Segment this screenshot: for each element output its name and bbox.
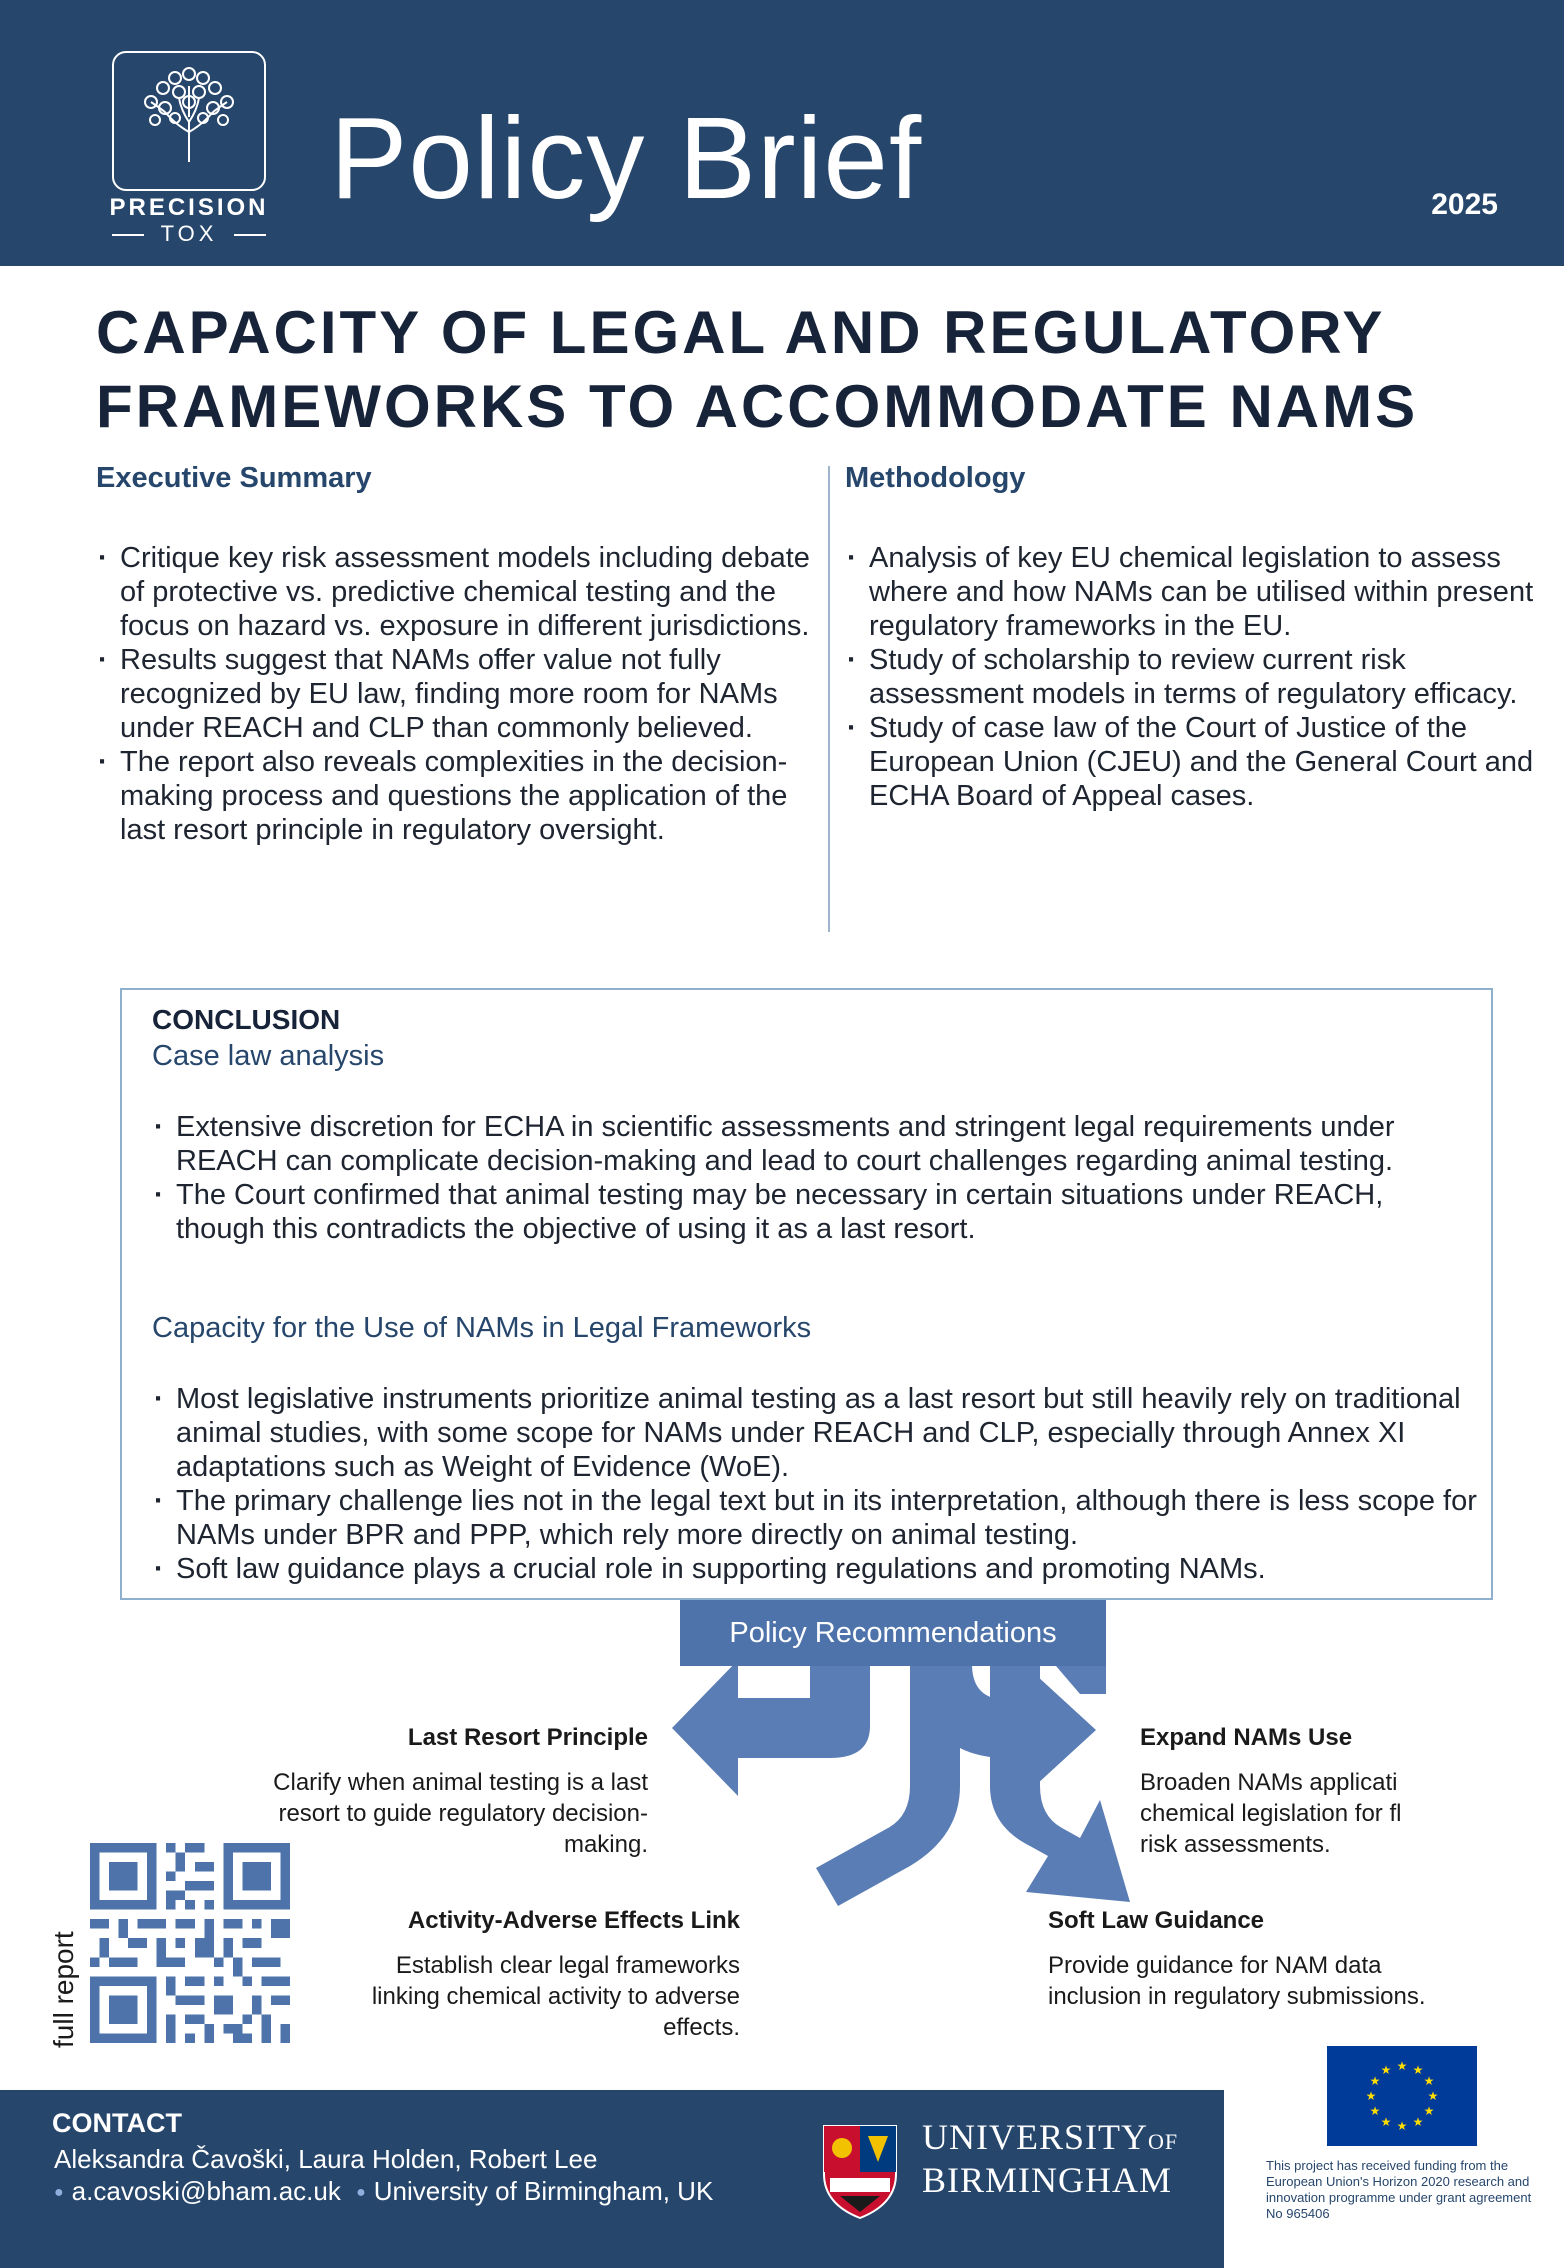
recommendation-expand-nams xyxy=(1140,1722,1414,1860)
contact-details xyxy=(54,2176,713,2207)
svg-text:★: ★ xyxy=(1412,2115,1424,2129)
svg-text:★: ★ xyxy=(1380,2115,1392,2129)
list-item: · Extensive discretion for ECHA in scientific assessments and stringent legal requirements under REACH can complicate decision-making and lead to court challenges regarding animal testing. xyxy=(152,1110,1472,1178)
svg-text:★: ★ xyxy=(1365,2089,1377,2103)
contact-names: Aleksandra Čavoški, Laura Holden, Robert Lee xyxy=(54,2144,598,2174)
university-of: OF xyxy=(1147,2129,1179,2154)
executive-summary-section xyxy=(96,462,816,847)
methodology-section xyxy=(845,462,1564,813)
eu-funding-note: This project has received funding from the European Union's Horizon 2020 research and innovation programme under grant agreement No 965406 xyxy=(1266,2158,1532,2221)
list-item: · Soft law guidance plays a crucial role in supporting regulations and promoting NAMs. xyxy=(152,1552,1482,1586)
recommendation-text: Establish clear legal frameworks linking chemical activity to adverse effects. xyxy=(371,1952,740,2041)
recommendation-text-line: risk assessments. xyxy=(1140,1831,1331,1858)
recommendation-title: Expand NAMs Use xyxy=(1140,1724,1353,1751)
list-item: · Study of case law of the Court of Justice of the European Union (CJEU) and the General Court and ECHA Board of Appeal cases. xyxy=(845,711,1564,813)
contact-affiliation: University of Birmingham, UK xyxy=(373,2176,714,2206)
list-item: · Analysis of key EU chemical legislation to assess where and how NAMs can be utilised within present regulatory frameworks in the EU. xyxy=(845,541,1564,643)
svg-text:★: ★ xyxy=(1423,2074,1435,2088)
university-logo-text xyxy=(922,2118,1178,2199)
list-item: · The Court confirmed that animal testing may be necessary in certain situations under REACH, though this contradicts the objective of using it as a last resort. xyxy=(152,1178,1472,1246)
recommendation-arrows-icon xyxy=(660,1666,1140,1906)
methodology-heading: Methodology xyxy=(845,462,1026,494)
recommendation-soft-law xyxy=(1048,1905,1428,2012)
contact-email-link[interactable]: a.cavoski@bham.ac.uk xyxy=(71,2176,341,2206)
svg-text:★: ★ xyxy=(1380,2063,1392,2077)
svg-text:★: ★ xyxy=(1369,2104,1381,2118)
list-item: · Study of scholarship to review current risk assessment models in terms of regulatory efficacy. xyxy=(845,643,1564,711)
recommendation-text: Clarify when animal testing is a last resort to guide regulatory decision-making. xyxy=(273,1769,648,1858)
header-banner xyxy=(0,0,1564,266)
svg-text:★: ★ xyxy=(1423,2104,1435,2118)
recommendation-last-resort xyxy=(260,1722,648,1860)
svg-text:★: ★ xyxy=(1369,2074,1381,2088)
recommendation-title: Last Resort Principle xyxy=(407,1724,648,1751)
eu-flag-icon xyxy=(1327,2046,1477,2146)
recommendation-text: Provide guidance for NAM data inclusion in regulatory submissions. xyxy=(1048,1952,1426,2010)
bullet-dot-icon: ● xyxy=(54,2184,64,2202)
logo-rule-right xyxy=(234,234,266,236)
policy-recommendations-banner: Policy Recommendations xyxy=(680,1600,1106,1666)
capacity-heading: Capacity for the Use of NAMs in Legal Frameworks xyxy=(152,1312,812,1344)
list-item: · Results suggest that NAMs offer value not fully recognized by EU law, finding more room for NAMs under REACH and CLP than commonly believed. xyxy=(96,643,816,745)
list-item: · The primary challenge lies not in the legal text but in its interpretation, although there is less scope for NAMs under BPR and PPP, which rely more directly on animal testing. xyxy=(152,1484,1482,1552)
recommendation-activity-adverse xyxy=(360,1905,740,2043)
column-divider xyxy=(828,466,830,932)
full-report-label: full report xyxy=(48,1931,79,2048)
footer-contact xyxy=(0,2090,1224,2268)
svg-text:★: ★ xyxy=(1396,2059,1408,2073)
list-item: · Most legislative instruments prioritize animal testing as a last resort but still heavily rely on traditional animal studies, with some scope for NAMs under REACH and CLP, especially through Annex XI adaptations such as Weight of Evidence (WoE). xyxy=(152,1382,1482,1484)
qr-code-icon[interactable] xyxy=(90,1838,290,2048)
case-law-heading: Case law analysis xyxy=(152,1040,385,1072)
year-label: 2025 xyxy=(1431,188,1498,221)
brief-title: CAPACITY OF LEGAL AND REGULATORY FRAMEWORKS TO ACCOMMODATE NAMS xyxy=(96,299,1419,440)
logo-text-tox: TOX xyxy=(160,221,218,246)
recommendation-text-line: chemical legislation for fl xyxy=(1140,1800,1402,1827)
conclusion-box xyxy=(120,988,1493,1600)
svg-text:★: ★ xyxy=(1396,2119,1408,2133)
page-title: Policy Brief xyxy=(330,93,923,223)
bullet-dot-icon: ● xyxy=(356,2184,366,2202)
recommendation-text-line: Broaden NAMs applicati xyxy=(1140,1769,1398,1796)
recommendation-title: Soft Law Guidance xyxy=(1048,1907,1265,1934)
university-line2: BIRMINGHAM xyxy=(922,2160,1173,2200)
contact-heading: CONTACT xyxy=(52,2108,182,2138)
list-item: · Critique key risk assessment models including debate of protective vs. predictive chemical testing and the focus on hazard vs. exposure in different jurisdictions. xyxy=(96,541,816,643)
svg-text:★: ★ xyxy=(1412,2063,1424,2077)
conclusion-heading: CONCLUSION xyxy=(152,1004,341,1035)
executive-summary-heading: Executive Summary xyxy=(96,462,372,494)
recommendation-title: Activity-Adverse Effects Link xyxy=(407,1907,740,1934)
list-item: · The report also reveals complexities in the decision-making process and questions the application of the last resort principle in regulatory oversight. xyxy=(96,745,816,847)
logo-text-precision: PRECISION xyxy=(109,194,269,221)
university-crest-icon xyxy=(820,2122,900,2220)
svg-text:★: ★ xyxy=(1427,2089,1439,2103)
tree-logo-icon xyxy=(135,62,243,162)
university-line1: UNIVERSITY xyxy=(922,2117,1148,2157)
